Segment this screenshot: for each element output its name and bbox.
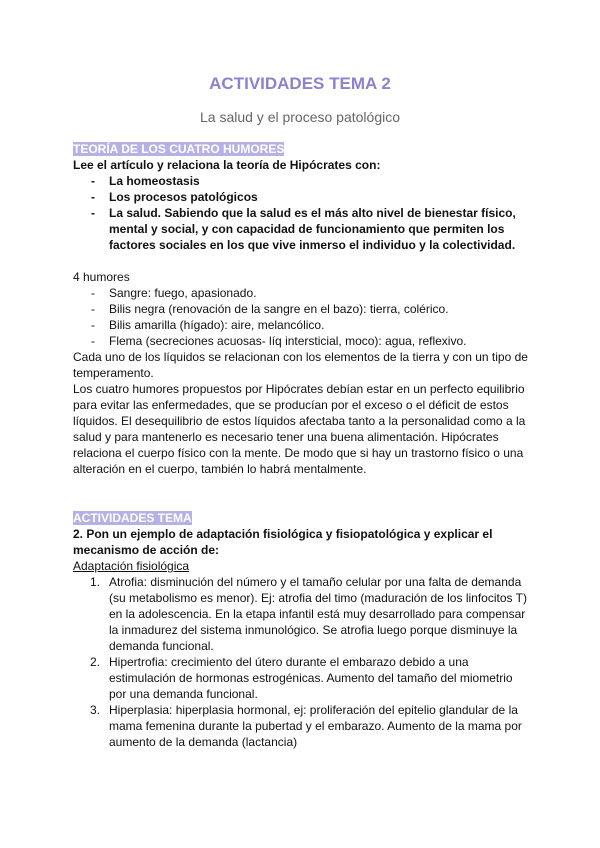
list-item: - Bilis amarilla (hígado): aire, melancólico. [91, 318, 325, 332]
list-item: - Bilis negra (renovación de la sangre en el bazo): tierra, colérico. [91, 302, 449, 316]
humors-label: 4 humores [73, 270, 130, 284]
section-heading-activities: ACTIVIDADES TEMA [73, 511, 192, 525]
section-activities [73, 510, 533, 750]
page-title: ACTIVIDADES TEMA 2 [209, 74, 391, 93]
subheading-adaptacion: Adaptación fisiológica [73, 559, 190, 573]
list-item: 2. Hipertrofia: crecimiento del útero durante el embarazo debido a una estimulación de hormonas estrogénicas. Aumento del tamaño del miometrio por una demanda funcional. [90, 655, 513, 701]
list-item: - Los procesos patológicos [91, 190, 258, 204]
prompt-list [73, 173, 533, 253]
list-item: - Sangre: fuego, apasionado. [91, 286, 257, 300]
list-item: 1. Atrofia: disminución del número y el tamaño celular por una falta de demanda (su metabolismo es menor). Ej: atrofia del timo (maduración de los linfocitos T) en la adolescencia. En la etapa infantil está muy desarrollado para compensar la inmadurez del sistema inmunológico. Se atrofia luego porque disminuye la demanda funcional. [90, 575, 527, 653]
list-item: - La salud. Sabiendo que la salud es el más alto nivel de bienestar físico, mental y social, y con capacidad de funcionamiento que permiten los factores sociales en los que vive inmerso el individuo y la colectividad. [91, 206, 516, 252]
paragraph-hippocrates: Los cuatro humores propuestos por Hipócrates debían estar en un perfecto equilibrio para evitar las enfermedades, que se producían por el exceso o el déficit de estos líquidos. El desequilibrio de estos líquidos afectaba tanto a la personalidad como a la salud y para mantenerlo es necesario tener una buena alimentación. Hipócrates relaciona el cuerpo físico con la mente. De modo que si hay un trastorno físico o una alteración en el cuerpo, también lo habrá mentalmente. [73, 382, 526, 476]
list-item: - La homeostasis [91, 174, 200, 188]
humors-list [73, 285, 533, 349]
page-subtitle: La salud y el proceso patológico [199, 109, 401, 125]
humors-prompt: Lee el artículo y relaciona la teoría de Hipócrates con: [73, 158, 381, 172]
adaptation-list [73, 574, 533, 750]
section-heading-humors: TEORÍA DE LOS CUATRO HUMORES [73, 142, 285, 156]
section-four-humors [73, 141, 533, 477]
paragraph-elements: Cada uno de los líquidos se relacionan con los elementos de la tierra y con un tipo de temperamento. [73, 350, 528, 380]
list-item: 3. Hiperplasia: hiperplasia hormonal, ej: proliferación del epitelio glandular de la mama femenina durante la pubertad y el embarazo. Aumento de la mama por aumento de la demanda (lactancia) [90, 703, 522, 749]
list-item: - Flema (secreciones acuosas- líq intersticial, moco): agua, reflexivo. [91, 334, 467, 348]
question-2: 2. Pon un ejemplo de adaptación fisiológica y fisiopatológica y explicar el mecanismo de acción de: [73, 527, 493, 557]
